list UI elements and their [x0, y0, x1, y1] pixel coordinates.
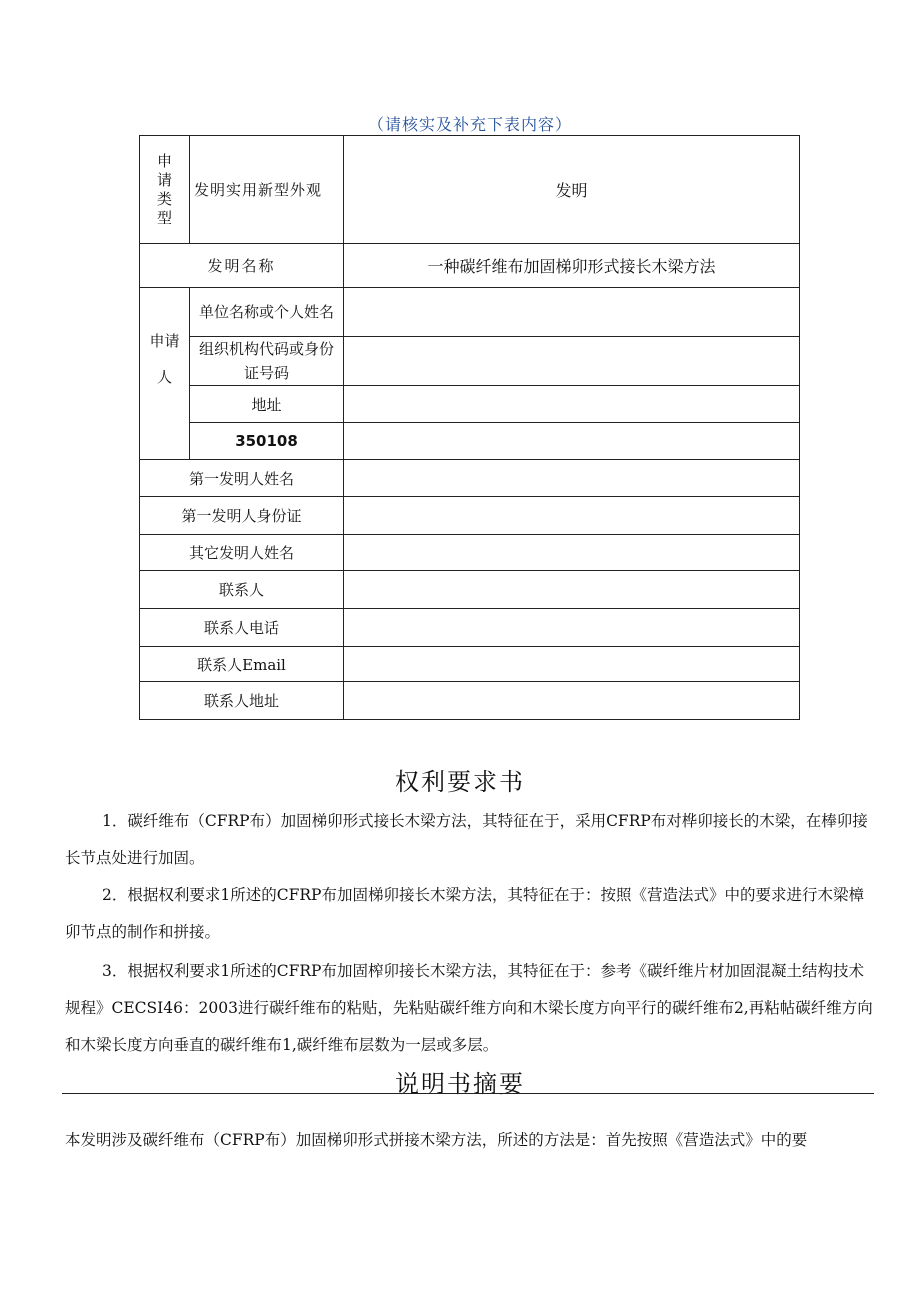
contact-email-label: 联系人Email: [140, 647, 344, 682]
applicant-address-label: 地址: [190, 386, 344, 423]
applicant-id-label: 组织机构代码或身份证号码: [190, 337, 344, 386]
table-row: [140, 682, 800, 720]
application-type-label: 申 请 类 型: [140, 136, 190, 244]
table-row: [140, 288, 800, 337]
other-inventors-value[interactable]: [344, 535, 800, 571]
table-row: [140, 423, 800, 460]
form-note: （请核实及补充下表内容）: [367, 115, 572, 134]
contact-phone-label: 联系人电话: [140, 609, 344, 647]
contact-address-value[interactable]: [344, 682, 800, 720]
invention-name-label: 发明名称: [140, 244, 344, 288]
abstract-text: 本发明涉及碳纤维布（CFRP布）加固梯卯形式拼接木梁方法，所述的方法是：首先按照《营造法式》中的要: [65, 1131, 808, 1149]
contact-address-label: 联系人地址: [140, 682, 344, 720]
applicant-address-value[interactable]: [344, 386, 800, 423]
table-row: [140, 337, 800, 386]
application-type-options: 发明实用新型外观: [190, 136, 344, 244]
claim-3: 3．根据权利要求1所述的CFRP布加固榨卯接长木梁方法，其特征在于：参考《碳纤维片材加固混凝土结构技术规程》CECSI46：2003进行碳纤维布的粘贴，先粘贴碳纤维方向和木梁长度方向平行的碳纤维布2,再粘帖碳纤维方向和木梁长度方向垂直的碳纤维布1,碳纤维布层数为一层或多层。: [65, 962, 873, 1054]
table-row: [140, 647, 800, 682]
table-row: [140, 571, 800, 609]
abstract-divider: [62, 1093, 874, 1094]
applicant-name-value[interactable]: [344, 288, 800, 337]
applicant-postcode-value[interactable]: [344, 423, 800, 460]
other-inventors-label: 其它发明人姓名: [140, 535, 344, 571]
application-type-value[interactable]: 发明: [344, 136, 800, 244]
table-row: [140, 136, 800, 244]
table-row: [140, 460, 800, 497]
applicant-label: 申请 人: [140, 288, 190, 460]
first-inventor-id-value[interactable]: [344, 497, 800, 535]
contact-label: 联系人: [140, 571, 344, 609]
table-row: [140, 386, 800, 423]
application-info-table: [139, 135, 800, 720]
applicant-postcode: 350108: [190, 423, 344, 460]
table-row: [140, 244, 800, 288]
first-inventor-name-value[interactable]: [344, 460, 800, 497]
claim-2: 2．根据权利要求1所述的CFRP布加固梯卯接长木梁方法，其特征在于：按照《营造法式》中的要求进行木梁樟卯节点的制作和拼接。: [65, 886, 864, 941]
abstract-title: 说明书摘要: [395, 1070, 525, 1098]
table-row: [140, 497, 800, 535]
applicant-name-label: 单位名称或个人姓名: [190, 288, 344, 337]
contact-email-value[interactable]: [344, 647, 800, 682]
claims-title: 权利要求书: [395, 768, 525, 796]
invention-name-value[interactable]: 一种碳纤维布加固梯卯形式接长木梁方法: [344, 244, 800, 288]
contact-value[interactable]: [344, 571, 800, 609]
first-inventor-id-label: 第一发明人身份证: [140, 497, 344, 535]
claim-1: 1．碳纤维布（CFRP布）加固梯卯形式接长木梁方法，其特征在于，采用CFRP布对桦卯接长的木梁，在棒卯接长节点处进行加固。: [65, 812, 868, 867]
contact-phone-value[interactable]: [344, 609, 800, 647]
first-inventor-name-label: 第一发明人姓名: [140, 460, 344, 497]
applicant-id-value[interactable]: [344, 337, 800, 386]
table-row: [140, 609, 800, 647]
table-row: [140, 535, 800, 571]
